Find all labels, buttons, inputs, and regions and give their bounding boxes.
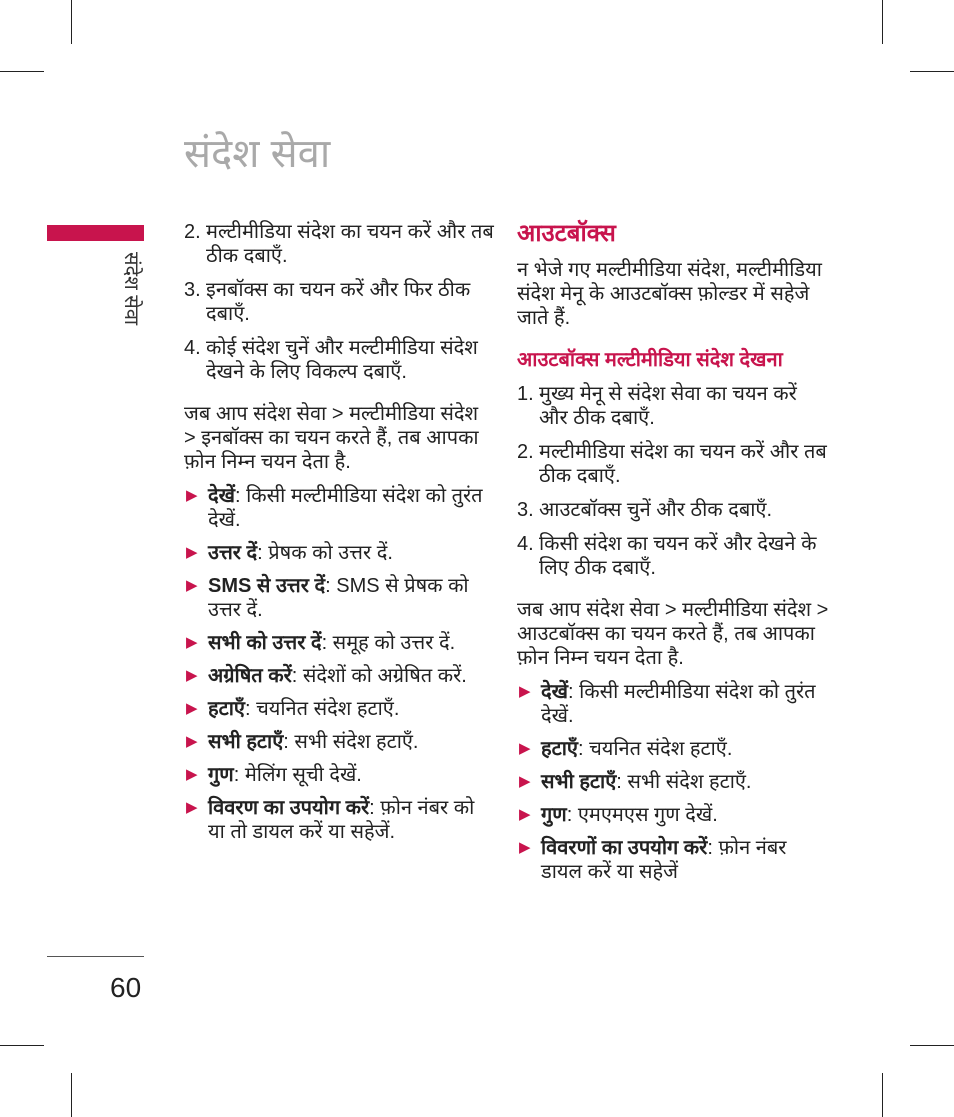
option-term: हटाएँ	[208, 698, 245, 720]
triangle-bullet-icon: ▶	[519, 806, 531, 823]
sub-heading: आउटबॉक्स मल्टीमीडिया संदेश देखना	[517, 349, 783, 371]
list-item	[517, 440, 829, 488]
option-term: विवरण का उपयोग करें	[208, 797, 370, 819]
option-term: सभी हटाएँ	[541, 771, 617, 793]
option-term: गुण	[208, 764, 234, 786]
triangle-bullet-icon: ▶	[186, 634, 198, 651]
option-desc: : किसी मल्टीमीडिया संदेश को तुरंत देखें.	[208, 485, 483, 531]
list-item	[184, 574, 494, 622]
option-desc: : संदेशों को अग्रेषित करें.	[291, 665, 467, 687]
left-column	[184, 220, 494, 853]
triangle-bullet-icon: ▶	[519, 839, 531, 856]
triangle-bullet-icon: ▶	[186, 733, 198, 750]
step-number: 4.	[184, 337, 201, 359]
right-options-list	[517, 680, 829, 884]
option-term: SMS से उत्तर दें	[208, 575, 326, 597]
list-item	[184, 664, 494, 688]
page-number: 60	[110, 972, 142, 1003]
left-options-list	[184, 484, 494, 844]
triangle-bullet-icon: ▶	[186, 577, 198, 594]
triangle-bullet-icon: ▶	[519, 773, 531, 790]
section-color-bar	[47, 225, 144, 241]
list-item	[184, 763, 494, 787]
triangle-bullet-icon: ▶	[186, 766, 198, 783]
triangle-bullet-icon: ▶	[186, 799, 198, 816]
list-item	[517, 836, 829, 884]
option-term: विवरणों का उपयोग करें	[541, 837, 708, 859]
crop-mark	[71, 0, 72, 44]
option-desc: : सभी संदेश हटाएँ.	[616, 771, 752, 793]
step-number: 3.	[517, 499, 534, 521]
option-term: गुण	[541, 804, 567, 826]
list-item	[184, 220, 494, 268]
option-desc: : SMS से प्रेषक को उत्तर दें.	[208, 575, 469, 621]
list-item	[517, 680, 829, 728]
option-desc: : प्रेषक को उत्तर दें.	[257, 542, 393, 564]
option-term: देखें	[208, 485, 235, 507]
section-heading: आउटबॉक्स	[517, 220, 616, 247]
step-text: कोई संदेश चुनें और मल्टीमीडिया संदेश देखने के लिए विकल्प दबाएँ.	[206, 337, 478, 383]
step-number: 2.	[517, 441, 534, 463]
list-item	[184, 484, 494, 532]
option-term: अग्रेषित करें	[208, 665, 292, 687]
option-desc: : समूह को उत्तर दें.	[321, 632, 456, 654]
list-item	[184, 278, 494, 326]
list-item	[184, 730, 494, 754]
crop-mark	[910, 1045, 954, 1046]
list-item	[517, 498, 829, 522]
triangle-bullet-icon: ▶	[519, 740, 531, 757]
step-text: मल्टीमीडिया संदेश का चयन करें और तब ठीक दबाएँ.	[206, 221, 494, 267]
triangle-bullet-icon: ▶	[519, 683, 531, 700]
step-text: मुख्य मेनू से संदेश सेवा का चयन करें और ठीक दबाएँ.	[539, 383, 797, 429]
right-column	[517, 220, 829, 893]
step-number: 3.	[184, 279, 201, 301]
right-paragraph: जब आप संदेश सेवा > मल्टीमीडिया संदेश > आउटबॉक्स का चयन करते हैं, तब आपका फ़ोन निम्न चयन देता है.	[517, 599, 829, 669]
list-item	[517, 737, 829, 761]
list-item	[184, 631, 494, 655]
crop-mark	[71, 1073, 72, 1117]
option-desc: : फ़ोन नंबर को या तो डायल करें या सहेजें.	[208, 797, 475, 843]
option-desc: : चयनित संदेश हटाएँ.	[244, 698, 400, 720]
triangle-bullet-icon: ▶	[186, 544, 198, 561]
right-intro: न भेजे गए मल्टीमीडिया संदेश, मल्टीमीडिया संदेश मेनू के आउटबॉक्स फ़ोल्डर में सहेजे जाते हैं.	[517, 259, 822, 329]
option-desc: : फ़ोन नंबर डायल करें या सहेजें	[541, 837, 787, 883]
list-item	[517, 770, 829, 794]
list-item	[184, 541, 494, 565]
right-steps-list	[517, 382, 829, 580]
list-item	[184, 336, 494, 384]
option-desc: : एमएमएस गुण देखें.	[566, 804, 718, 826]
option-desc: : सभी संदेश हटाएँ.	[283, 731, 419, 753]
triangle-bullet-icon: ▶	[186, 700, 198, 717]
option-term: सभी हटाएँ	[208, 731, 284, 753]
chapter-title: संदेश सेवा	[184, 132, 331, 176]
crop-mark	[0, 1045, 44, 1046]
option-term: हटाएँ	[541, 738, 578, 760]
crop-mark	[882, 1073, 883, 1117]
step-text: मल्टीमीडिया संदेश का चयन करें और तब ठीक दबाएँ.	[539, 441, 827, 487]
option-desc: : चयनित संदेश हटाएँ.	[577, 738, 733, 760]
option-term: देखें	[541, 681, 568, 703]
option-desc: : किसी मल्टीमीडिया संदेश को तुरंत देखें.	[541, 681, 816, 727]
list-item	[517, 382, 829, 430]
crop-mark	[910, 71, 954, 72]
list-item	[184, 796, 494, 844]
step-number: 2.	[184, 221, 201, 243]
list-item	[184, 697, 494, 721]
step-text: किसी संदेश का चयन करें और देखने के लिए ठीक दबाएँ.	[539, 533, 817, 579]
list-item	[517, 532, 829, 580]
footer-rule	[47, 956, 144, 957]
left-steps-list	[184, 220, 494, 384]
crop-mark	[882, 0, 883, 44]
left-paragraph: जब आप संदेश सेवा > मल्टीमीडिया संदेश > इनबॉक्स का चयन करते हैं, तब आपका फ़ोन निम्न चयन देता है.	[184, 403, 479, 473]
triangle-bullet-icon: ▶	[186, 667, 198, 684]
option-term: उत्तर दें	[208, 542, 258, 564]
step-text: इनबॉक्स का चयन करें और फिर ठीक दबाएँ.	[206, 279, 471, 325]
option-term: सभी को उत्तर दें	[208, 632, 322, 654]
step-number: 1.	[517, 383, 534, 405]
section-side-label: संदेश सेवा	[120, 252, 142, 326]
step-text: आउटबॉक्स चुनें और ठीक दबाएँ.	[539, 499, 773, 521]
triangle-bullet-icon: ▶	[186, 487, 198, 504]
crop-mark	[0, 71, 44, 72]
list-item	[517, 803, 829, 827]
step-number: 4.	[517, 533, 534, 555]
option-desc: : मेलिंग सूची देखें.	[233, 764, 362, 786]
